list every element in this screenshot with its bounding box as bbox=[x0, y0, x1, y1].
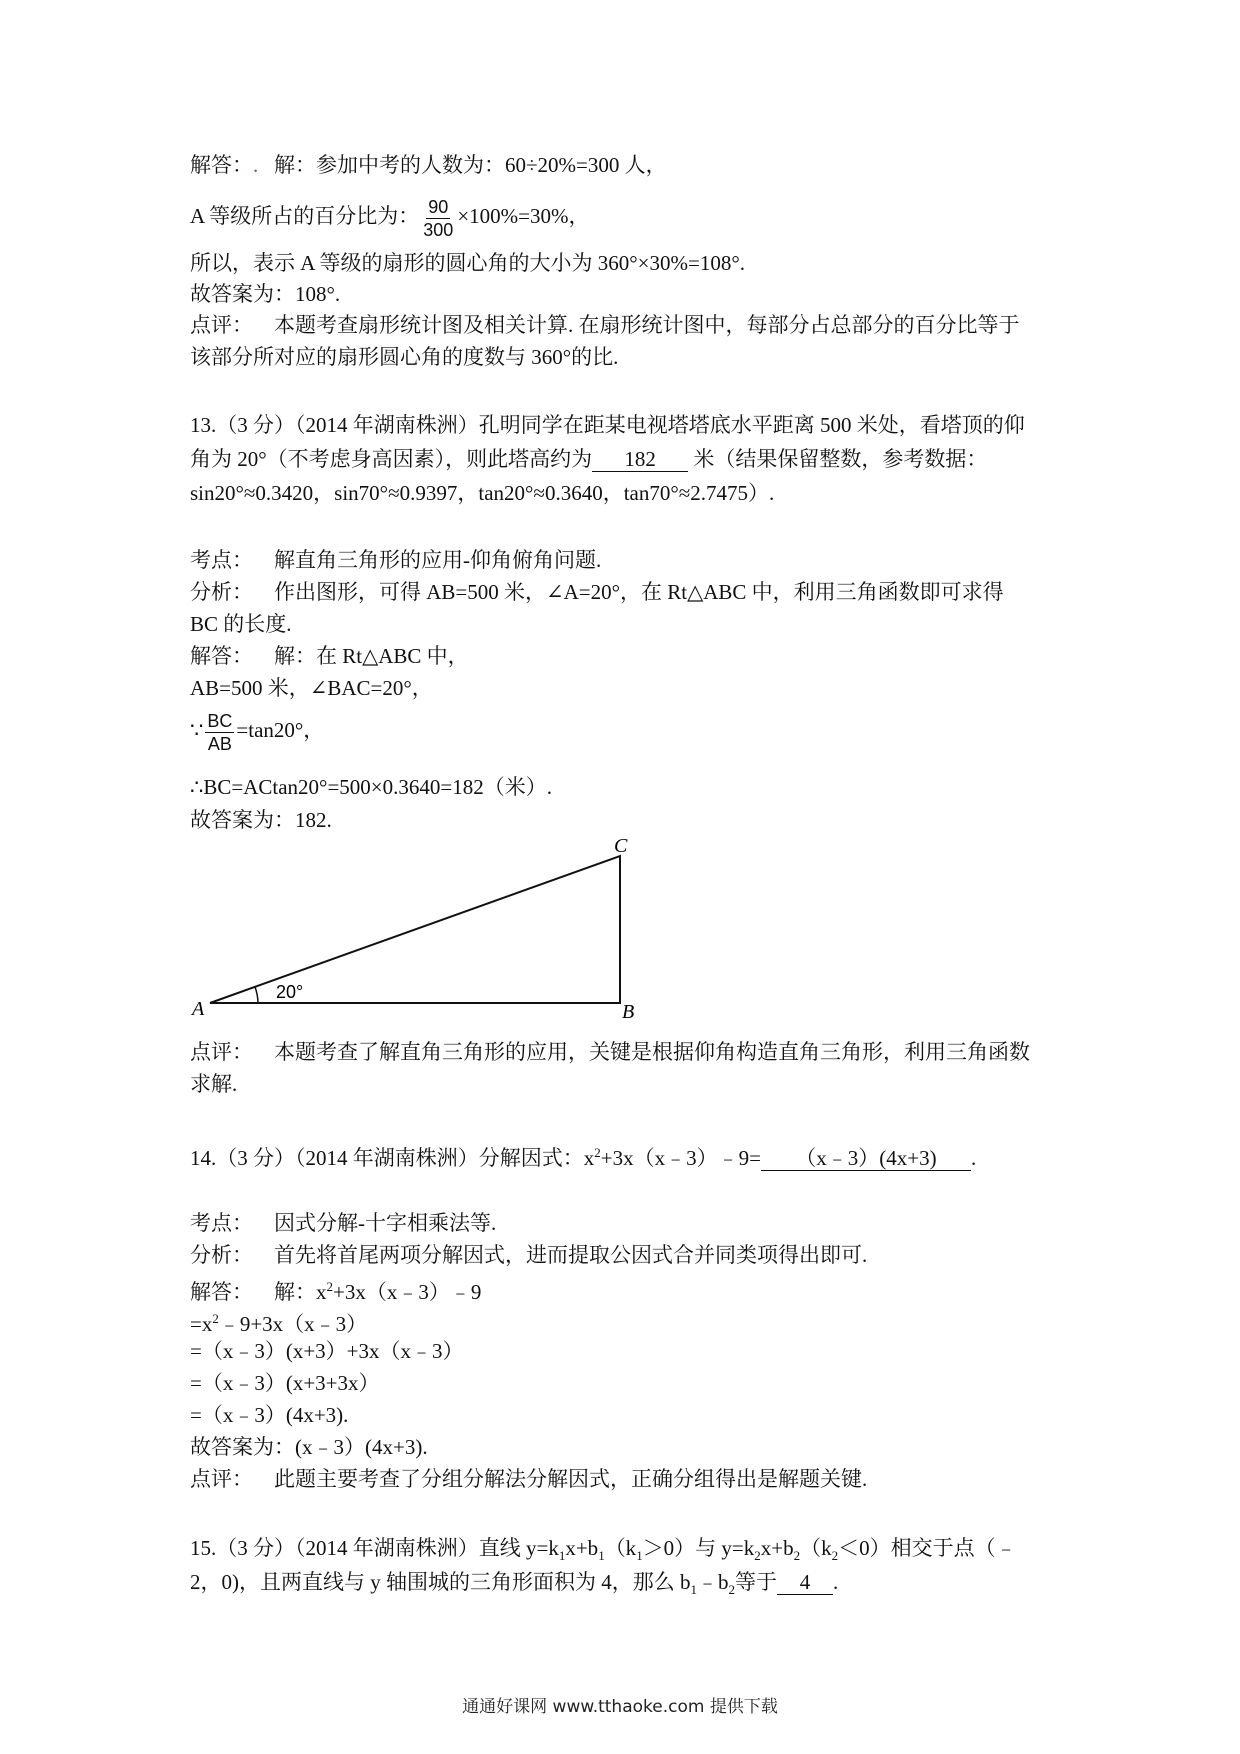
angle-label: 20° bbox=[276, 982, 304, 1002]
q13-final-answer: 故答案为：182. bbox=[190, 808, 332, 832]
fraction-90-300: $\frac{90}{300}$ bbox=[423, 196, 454, 240]
q13-fenxi: 分析： 作出图形，可得 AB=500 米，∠A=20°，在 Rt△ABC 中，利用三角函数即可求得 bbox=[190, 580, 1004, 604]
q13-comment-cont: 求解. bbox=[190, 1072, 238, 1096]
q14-step-4: =（x﹣3）(4x+3). bbox=[190, 1403, 349, 1427]
q15-question-line-1: 15.（3 分）（2014 年湖南株洲）直线 $y=k_1x+b_1(k_1>0)$与 $y=k_2x+b_2(k_2<0)$相交于点（﹣ bbox=[190, 1536, 1017, 1564]
q14-step-2: =（x﹣3）(x+3）+3x（x﹣3） bbox=[190, 1339, 464, 1363]
q13-jieda-4: ∴BC=ACtan20°=500×0.3640=182（米）. bbox=[190, 775, 552, 799]
q12-solution-line-3: 所以，表示 A 等级的扇形的圆心角的大小为 360°×30%=108°. bbox=[190, 251, 745, 275]
vertex-label-c: C bbox=[614, 838, 628, 857]
q13-tan-fraction-line: ∵ $\frac{BC}{AB}$ =tan20°， bbox=[190, 710, 325, 754]
vertex-label-a: A bbox=[192, 998, 205, 1018]
q12-final-answer: 故答案为：108°. bbox=[190, 282, 341, 306]
q13-kaodian: 考点： 解直角三角形的应用-仰角俯角问题. bbox=[190, 548, 602, 572]
q13-fenxi-cont: BC 的长度. bbox=[190, 612, 292, 636]
q14-question: 14.（3 分）（2014 年湖南株洲）分解因式：$x^2+3x(x﹣3)﹣9=$ （x﹣3）(4x+3) . bbox=[190, 1145, 977, 1170]
right-triangle-figure bbox=[180, 838, 650, 1018]
q12-comment: 点评： 本题考查扇形统计图及相关计算. 在扇形统计图中，每部分占总部分的百分比等于 bbox=[190, 313, 1020, 337]
answer-blank: （x﹣3）(4x+3) bbox=[761, 1146, 971, 1171]
vertex-label-b: B bbox=[622, 1001, 635, 1018]
q14-final-answer: 故答案为：(x﹣3）(4x+3). bbox=[190, 1435, 428, 1459]
q14-step-1: $=x^2﹣9+3x(x﹣3)$ bbox=[190, 1311, 368, 1336]
q12-solution-line-1: 解：参加中考的人数为：60÷20%=300 人， bbox=[274, 153, 667, 177]
q12-percent-line: A 等级所占的百分比为： $\frac{90}{300}$ ×100%=30%， bbox=[190, 196, 590, 240]
q13-question-line-1: 13.（3 分）（2014 年湖南株洲）孔明同学在距某电视塔塔底水平距离 500 米处，看塔顶的仰 bbox=[190, 413, 1025, 437]
q14-jieda: 解答： 解：$x^2+3x(x﹣3)﹣9$ bbox=[190, 1279, 482, 1304]
green-dot: . bbox=[253, 153, 259, 177]
fraction-bc-ab: $\frac{BC}{AB}$ bbox=[207, 710, 233, 754]
q13-comment: 点评： 本题考查了解直角三角形的应用，关键是根据仰角构造直角三角形，利用三角函数 bbox=[190, 1040, 1030, 1064]
triangle-outline bbox=[210, 856, 620, 1003]
answer-label: 解答： bbox=[190, 153, 253, 177]
answer-blank: 4 bbox=[777, 1570, 833, 1595]
q14-fenxi: 分析： 首先将首尾两项分解因式，进而提取公因式合并同类项得出即可. bbox=[190, 1243, 868, 1267]
answer-blank: 182 bbox=[592, 447, 688, 472]
angle-arc bbox=[255, 987, 258, 1003]
q14-kaodian: 考点： 因式分解-十字相乘法等. bbox=[190, 1211, 497, 1235]
q14-step-3: =（x﹣3）(x+3+3x） bbox=[190, 1371, 380, 1395]
q12-comment-cont: 该部分所对应的扇形圆心角的度数与 360°的比. bbox=[190, 345, 619, 369]
q12-answer-line bbox=[190, 150, 667, 180]
q13-jieda-2: AB=500 米，∠BAC=20°， bbox=[190, 676, 433, 700]
q15-question-line-2: 2，0)，且两直线与 y 轴围城的三角形面积为 4，那么 $b_1﹣b_2$等于 4 . bbox=[190, 1570, 839, 1598]
q13-reference-data: sin20°≈0.3420，sin70°≈0.9397，tan20°≈0.3640，tan70°≈2.7475）. bbox=[190, 481, 775, 505]
q13-question-line-2: 角为 20°（不考虑身高因素），则此塔高约为 182 米（结果保留整数，参考数据： bbox=[190, 447, 988, 471]
q14-comment: 点评： 此题主要考查了分组分解法分解因式，正确分组得出是解题关键. bbox=[190, 1467, 868, 1491]
page-footer: 通通好课网 www.tthaoke.com 提供下载 bbox=[462, 1697, 778, 1717]
q13-jieda: 解答： 解：在 Rt△ABC 中， bbox=[190, 644, 469, 668]
